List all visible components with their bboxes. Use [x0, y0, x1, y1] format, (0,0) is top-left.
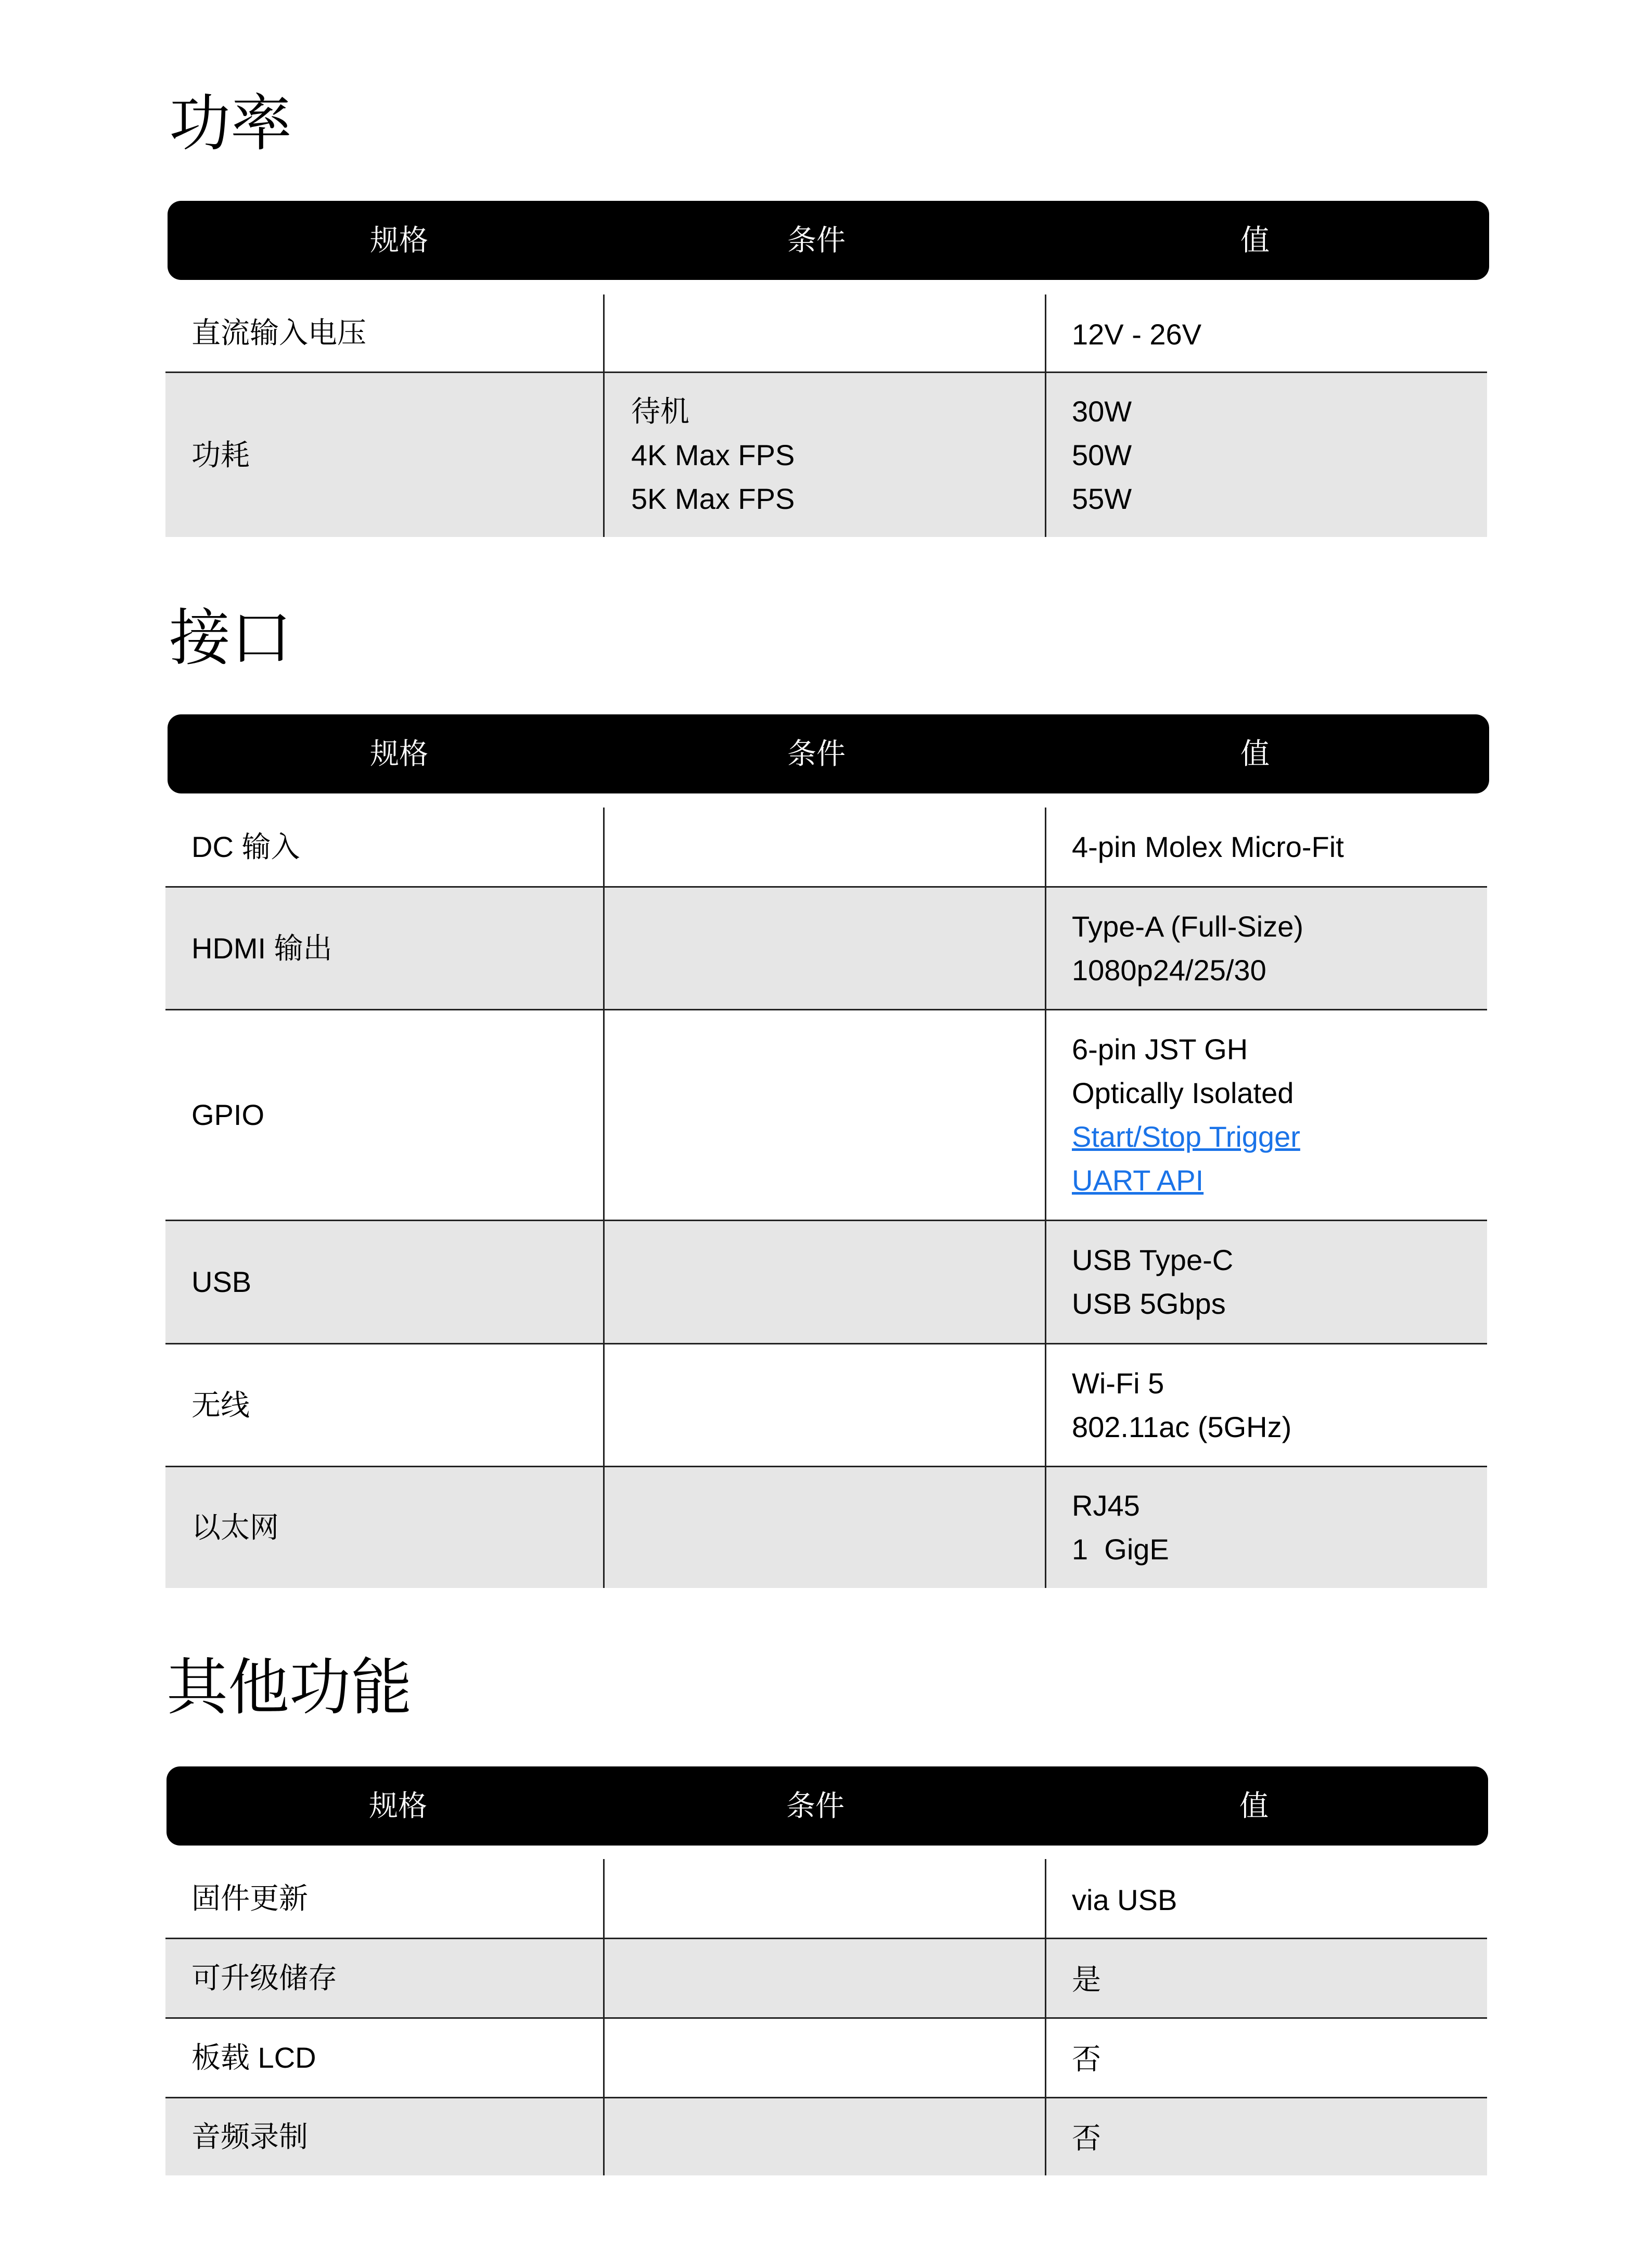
value-text: 否: [1072, 2043, 1101, 2076]
spec-label: USB: [191, 1265, 252, 1298]
section-title-power: 功率: [169, 87, 292, 159]
value-text: RJ45: [1072, 1489, 1140, 1522]
header-value: 值: [1240, 224, 1270, 257]
value-text: 50W: [1072, 438, 1132, 471]
condition-text: 待机: [631, 394, 689, 428]
table-row: [165, 371, 1487, 537]
section-title-interfaces: 接口: [169, 602, 292, 674]
table-row: [165, 1938, 1487, 2017]
header-condition: 条件: [786, 1789, 844, 1822]
table-header-other-features: [167, 1766, 1488, 1846]
spec-label: HDMI 输出: [191, 931, 332, 965]
value-text: 802.11ac (5GHz): [1072, 1410, 1292, 1443]
table-row: [165, 1009, 1487, 1220]
value-text: 55W: [1072, 482, 1132, 515]
spec-label: 以太网: [191, 1511, 279, 1544]
table-row: [165, 886, 1487, 1009]
condition-text: 5K Max FPS: [631, 482, 795, 515]
header-spec: 规格: [370, 224, 428, 257]
section-title-other-features: 其他功能: [167, 1651, 413, 1723]
spec-label: 固件更新: [191, 1881, 308, 1915]
uart-api-link[interactable]: UART API: [1072, 1164, 1204, 1197]
value-text: 1080p24/25/30: [1072, 953, 1266, 987]
value-text: 否: [1072, 2122, 1101, 2155]
condition-text: 4K Max FPS: [631, 438, 795, 471]
spec-label: 功耗: [191, 438, 250, 471]
header-condition: 条件: [787, 224, 846, 257]
value-text: via USB: [1072, 1883, 1177, 1916]
header-value: 值: [1240, 737, 1270, 770]
spec-label: 音频录制: [191, 2120, 308, 2153]
table-other-features: [165, 1859, 1487, 2175]
spec-label: 可升级储存: [191, 1962, 337, 1994]
value-text: Optically Isolated: [1072, 1077, 1294, 1109]
value-text: 是: [1072, 1963, 1101, 1996]
value-text: 6-pin JST GH: [1072, 1033, 1248, 1066]
table-row: [165, 1343, 1487, 1466]
value-text: 12V - 26V: [1072, 318, 1202, 351]
header-spec: 规格: [369, 1789, 427, 1822]
value-text: 1 GigE: [1072, 1533, 1169, 1566]
spec-label: 直流输入电压: [191, 316, 366, 349]
spec-label: DC 输入: [191, 830, 300, 863]
table-row: [165, 2097, 1487, 2175]
header-condition: 条件: [787, 737, 846, 770]
table-row: [165, 1220, 1487, 1343]
table-header-interfaces: [168, 714, 1489, 793]
table-header-power: [168, 201, 1489, 280]
value-text: Wi-Fi 5: [1072, 1366, 1164, 1400]
spec-label: 无线: [191, 1388, 250, 1421]
table-row: [165, 294, 1487, 371]
table-row: [165, 808, 1487, 886]
table-row: [165, 1859, 1487, 1938]
value-text: 30W: [1072, 394, 1132, 428]
start-stop-trigger-link[interactable]: Start/Stop Trigger: [1072, 1120, 1300, 1153]
header-value: 值: [1239, 1789, 1269, 1822]
header-spec: 规格: [370, 737, 428, 770]
table-power: [165, 294, 1487, 537]
spec-label: 板载 LCD: [191, 2041, 316, 2074]
table-row: [165, 2017, 1487, 2097]
value-text: 4-pin Molex Micro-Fit: [1072, 830, 1344, 863]
table-row: [165, 1466, 1487, 1588]
spec-label: GPIO: [191, 1098, 265, 1131]
value-text: Type-A (Full-Size): [1072, 909, 1303, 943]
value-text: USB 5Gbps: [1072, 1287, 1226, 1320]
value-text: USB Type-C: [1072, 1244, 1234, 1276]
table-interfaces: [165, 808, 1487, 1588]
